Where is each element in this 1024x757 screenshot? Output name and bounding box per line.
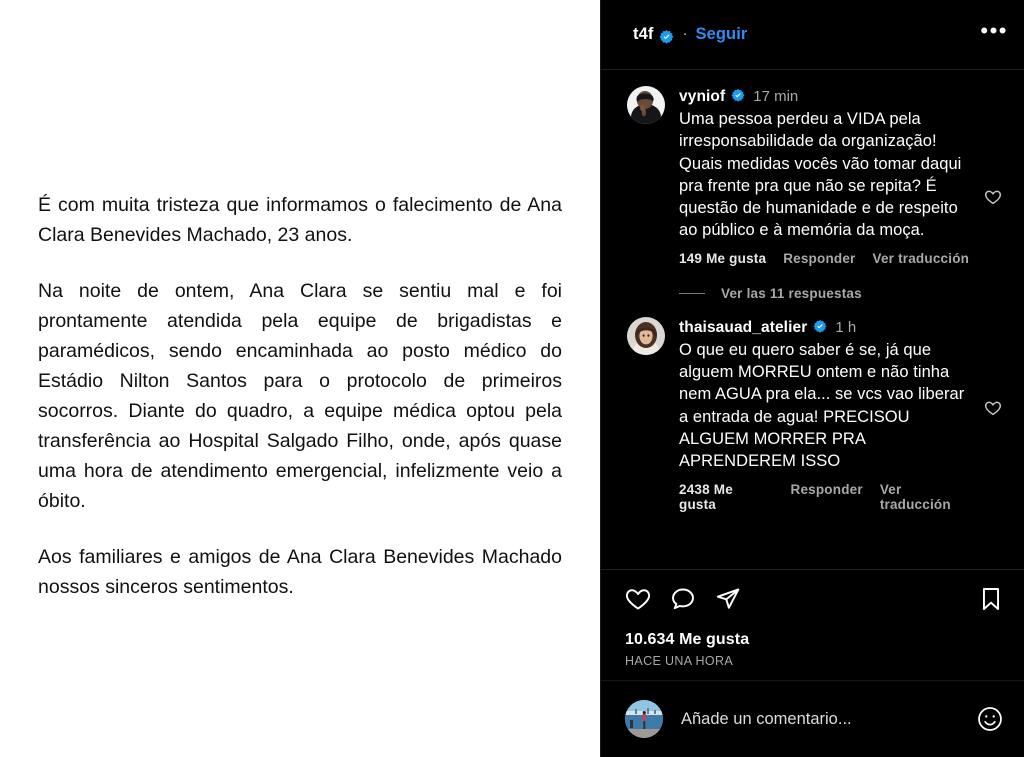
header-separator: · <box>682 25 688 42</box>
add-comment-row <box>601 680 1024 757</box>
follow-button[interactable]: Seguir <box>695 25 748 43</box>
comment-header <box>679 86 976 107</box>
comment-username[interactable]: vyniof <box>679 88 726 105</box>
action-icons-row <box>625 586 1004 617</box>
comment-like-icon[interactable] <box>984 399 1002 417</box>
comment-meta <box>679 482 976 512</box>
verified-badge-icon <box>731 88 746 103</box>
view-replies-label: Ver las 11 respuestas <box>721 285 862 301</box>
comment-likes-count[interactable]: 149 Me gusta <box>679 250 767 266</box>
comment-text: Uma pessoa perdeu a VIDA pela irresponsabilidade da organização! Quais medidas vocês vão tomar daqui pra frente pra que não se repita? É questão de humanidade e de respeito ao público e à memória da moça. <box>679 110 962 240</box>
comment-like-icon[interactable] <box>984 188 1002 206</box>
post-action-bar <box>601 569 1024 680</box>
comment-header <box>679 317 976 338</box>
instagram-comments-panel <box>600 0 1024 757</box>
statement-paragraph-2: Na noite de ontem, Ana Clara se sentiu mal e foi prontamente atendida pela equipe de brigadistas e paramédicos, sendo encaminhada ao posto médico do Estádio Nilton Santos para o protocolo de primeiros socorros. Diante do quadro, a equipe médica optou pela transferência ao Hospital Salgado Filho, onde, após quase uma hora de atendimento emergencial, infelizmente veio a óbito. <box>38 280 562 512</box>
comment-text: O que eu quero saber é se, já que alguem MORREU ontem e não tinha nem AGUA pra ela... se vcs vao liberar a entrada de agua! PRECISOU ALGUEM MORRER PRA APRENDEREM ISSO <box>679 340 965 471</box>
comment-likes-count[interactable]: 2438 Me gusta <box>679 481 733 512</box>
share-icon[interactable] <box>715 586 741 617</box>
replies-dash-icon <box>679 293 705 294</box>
avatar[interactable] <box>627 317 665 355</box>
verified-badge-icon <box>813 319 828 334</box>
post-account-name[interactable]: t4f <box>633 25 654 43</box>
avatar[interactable] <box>627 86 665 124</box>
comment-item <box>601 317 1024 512</box>
comment-icon[interactable] <box>670 586 696 617</box>
emoji-picker-icon[interactable] <box>976 705 1004 733</box>
comment-item <box>601 86 1024 266</box>
post-timestamp: HACE UNA HORA <box>625 654 734 668</box>
comment-username[interactable]: thaisauad_atelier <box>679 318 808 336</box>
current-user-avatar[interactable] <box>625 700 663 738</box>
comment-meta <box>679 251 976 266</box>
comment-reply-button[interactable]: Responder <box>783 250 856 266</box>
verified-badge-icon <box>659 29 674 44</box>
post-header <box>601 0 1024 70</box>
view-replies-button[interactable] <box>601 270 1024 317</box>
comment-body <box>679 317 1010 512</box>
add-comment-input[interactable] <box>681 710 976 729</box>
comment-timestamp: 1 h <box>835 318 857 336</box>
statement-paragraph-3: Aos familiares e amigos de Ana Clara Benevides Machado nossos sinceros sentimentos. <box>38 546 562 598</box>
comment-translate-button[interactable]: Ver traducción <box>872 250 970 266</box>
save-bookmark-icon[interactable] <box>978 586 1004 617</box>
like-icon[interactable] <box>625 586 651 617</box>
post-likes-count[interactable]: 10.634 Me gusta <box>625 631 750 648</box>
comment-translate-button[interactable]: Ver traducción <box>879 481 951 512</box>
comment-timestamp: 17 min <box>753 88 799 105</box>
comment-body <box>679 86 1010 266</box>
comment-reply-button[interactable]: Responder <box>790 481 863 497</box>
comments-list[interactable] <box>601 70 1024 569</box>
statement-paragraph-1: É com muita tristeza que informamos o falecimento de Ana Clara Benevides Machado, 23 anos. <box>38 194 562 246</box>
more-options-icon[interactable]: ••• <box>980 17 1008 43</box>
statement-text-block <box>38 190 562 602</box>
